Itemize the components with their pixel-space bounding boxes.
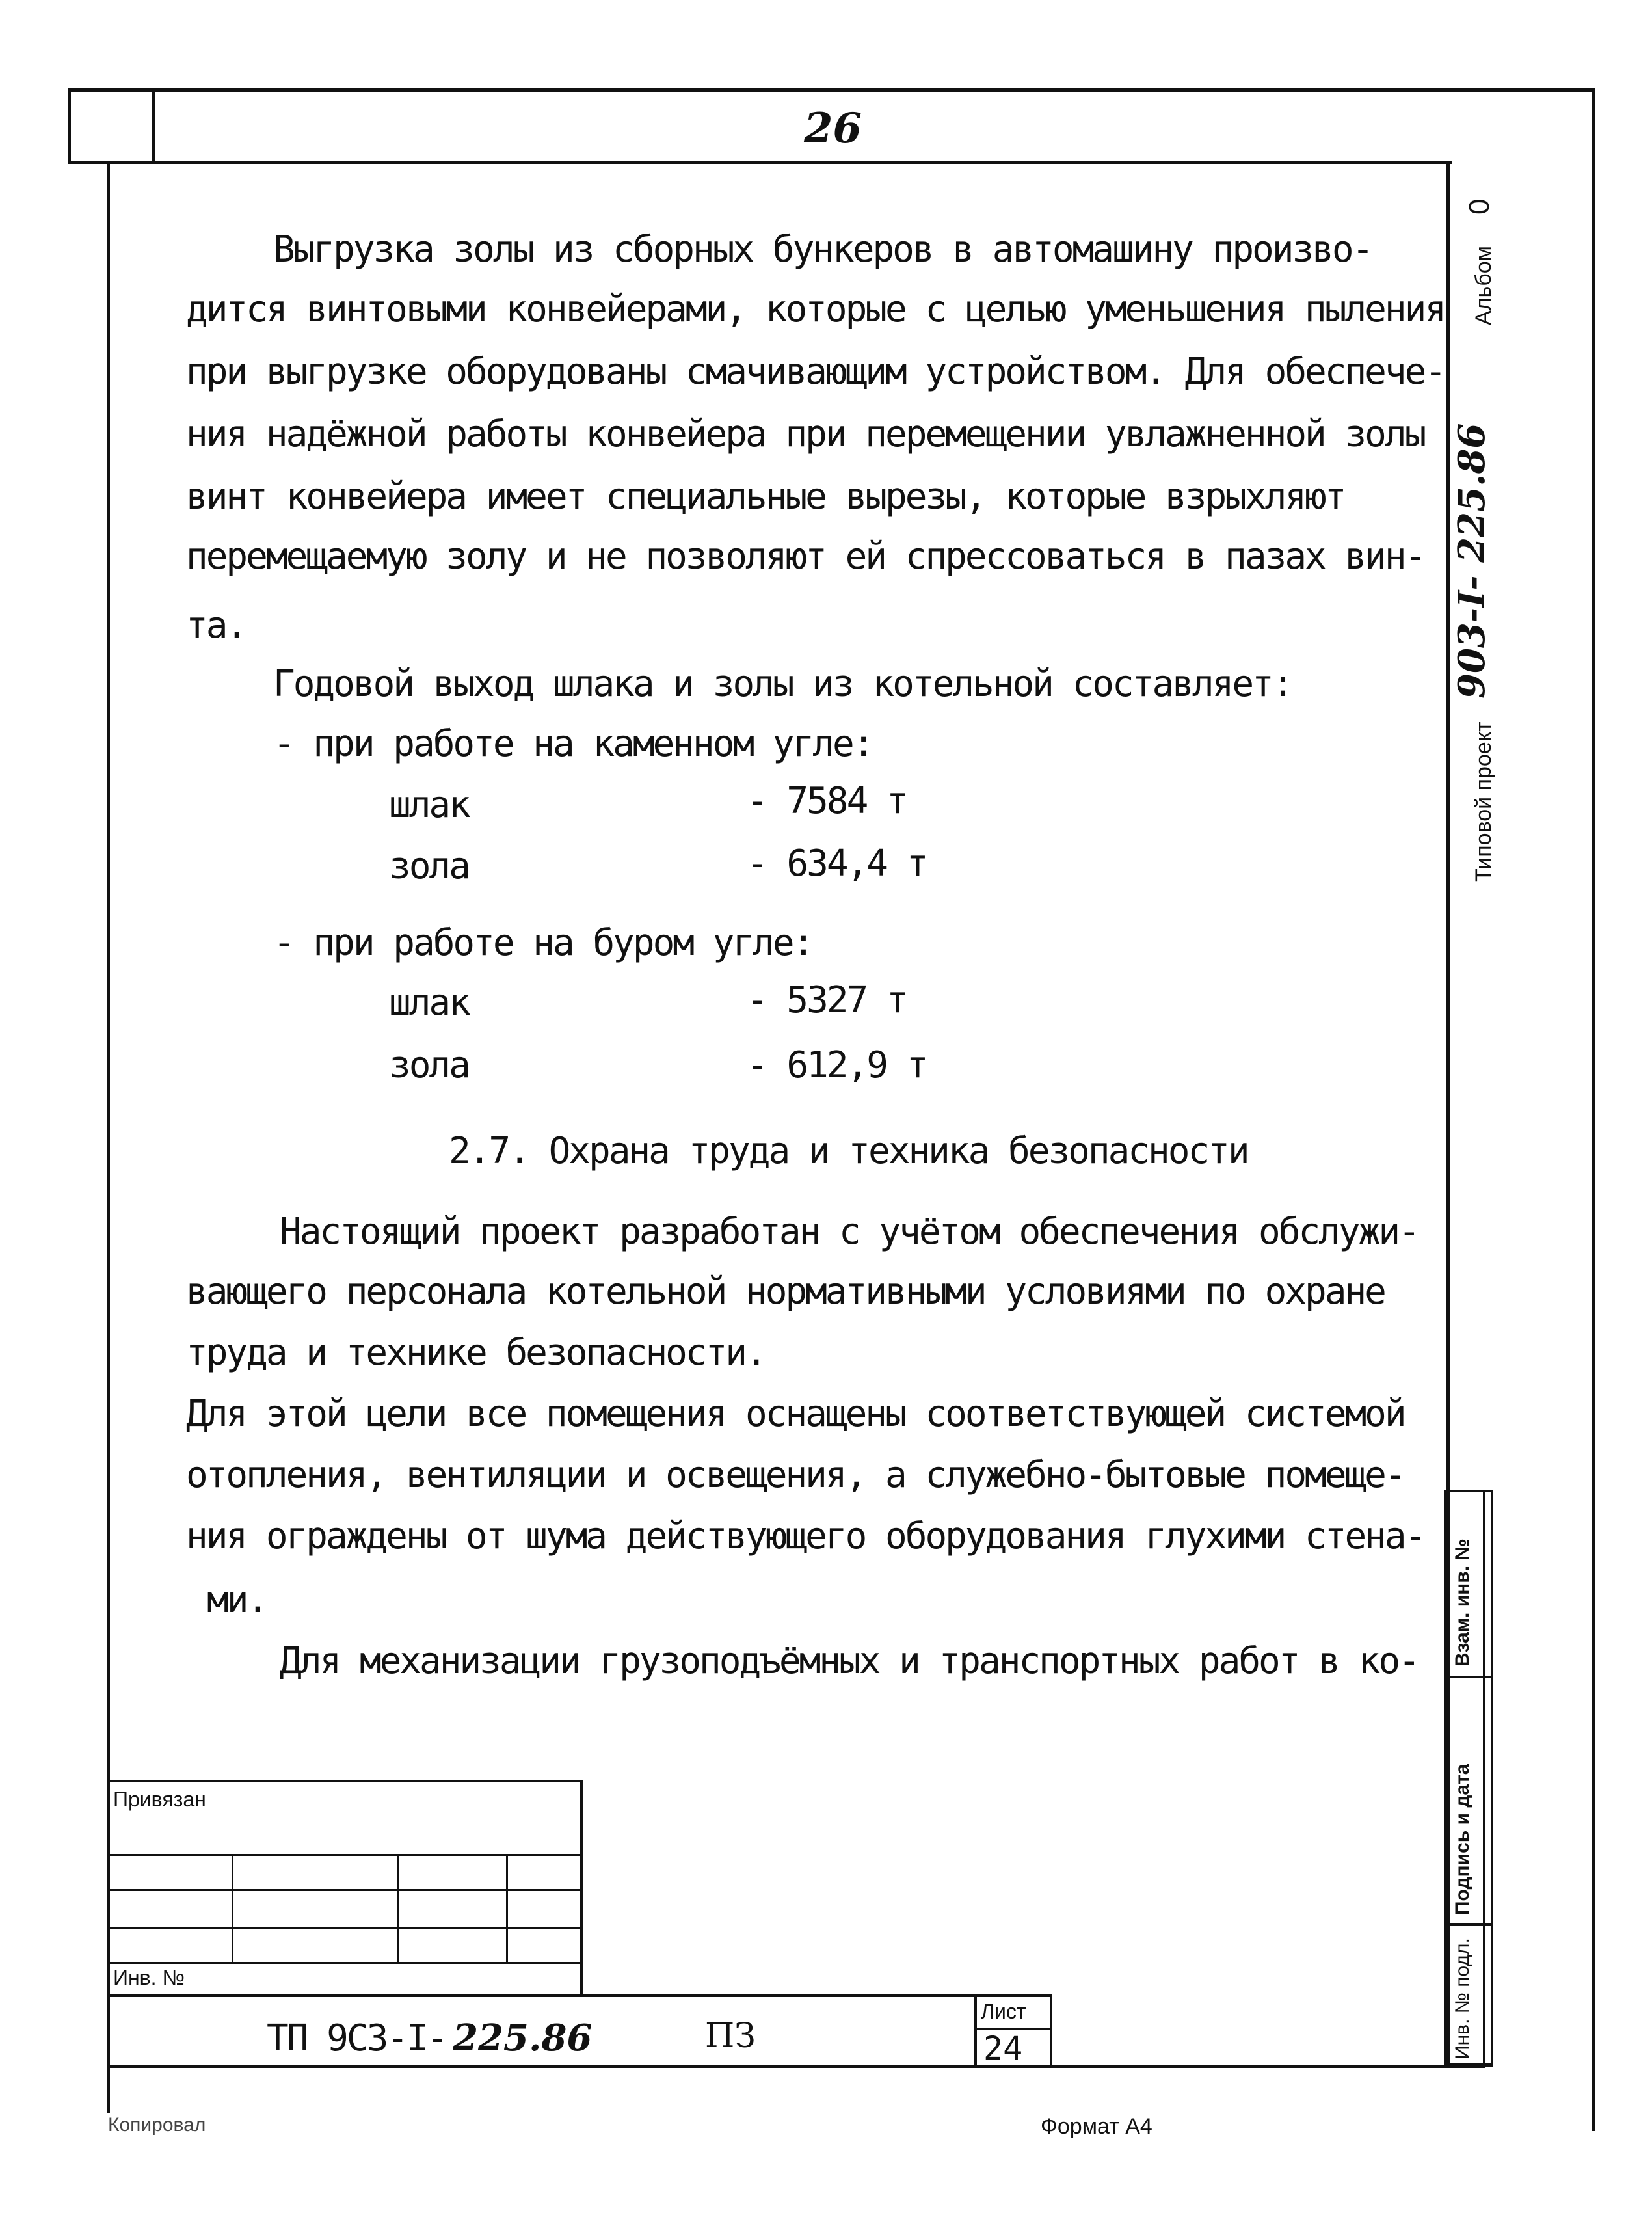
- body-line: отопления, вентиляции и освещения, а служебно-бытовые помеще-: [186, 1454, 1405, 1496]
- sheet-number: 24: [983, 2030, 1023, 2067]
- section-code: ПЗ: [705, 2017, 756, 2056]
- hard-coal-slag-value: - 7584 т: [747, 780, 907, 822]
- body-line: вающего персонала котельной нормативными условиями по охране: [186, 1270, 1385, 1313]
- body-line: при выгрузке оборудованы смачивающим устройством. Для обеспече-: [186, 351, 1445, 393]
- doc-prefix: ТП 9С3-I-: [267, 2017, 447, 2060]
- body-line: винт конвейера имеет специальные вырезы, которые взрыхляют: [186, 476, 1345, 518]
- brown-coal-slag-name: шлак: [389, 982, 469, 1024]
- stamp-col1: [232, 1854, 233, 1963]
- margin-grid-top: [1444, 1490, 1493, 1492]
- project-code: 903-I- 225.86: [1450, 423, 1493, 699]
- project-label: Типовой проект: [1471, 721, 1496, 882]
- body-line: труда и технике безопасности.: [186, 1332, 766, 1374]
- inv-podl-label: Инв. № подл.: [1452, 1938, 1473, 2060]
- body-line: ния ограждены от шума действующего оборудования глухими стена-: [186, 1515, 1425, 1557]
- stamp-col3: [506, 1854, 508, 1963]
- frame-top-line: [68, 88, 1595, 92]
- output-heading: Годовой выход шлака и золы из котельной составляет:: [273, 663, 1292, 705]
- frame-left-line: [107, 161, 110, 2113]
- brown-coal-heading: - при работе на буром угле:: [273, 922, 813, 964]
- page-number: 26: [804, 104, 862, 153]
- hard-coal-ash-value: - 634,4 т: [747, 842, 927, 885]
- format-label: Формат А4: [1041, 2114, 1152, 2139]
- frame-inner-top-line: [68, 161, 1452, 164]
- album-label: Альбом: [1471, 246, 1496, 325]
- margin-grid-row2: [1444, 1923, 1493, 1926]
- sheet-box-right: [1050, 1994, 1052, 2067]
- body-line: Для этой цели все помещения оснащены соответствующей системой: [186, 1393, 1405, 1435]
- stamp-row1: [107, 1854, 583, 1856]
- inv-no-label: Инв. №: [113, 1966, 185, 1989]
- sheet-label: Лист: [981, 2000, 1026, 2023]
- margin-grid-mid: [1483, 1490, 1485, 2067]
- stamp-row5: [107, 1994, 1052, 1997]
- body-line: перемещаемую золу и не позволяют ей спрессоваться в пазах вин-: [186, 535, 1425, 578]
- stamp-row2: [107, 1889, 583, 1891]
- copied-label: Копировал: [108, 2114, 206, 2136]
- brown-coal-ash-name: зола: [389, 1044, 469, 1086]
- doc-number: 225.86: [453, 2017, 593, 2060]
- hard-coal-ash-name: зола: [389, 845, 469, 887]
- frame-left-outer: [68, 88, 71, 164]
- stamp-col2: [397, 1854, 399, 1963]
- body-line: Выгрузка золы из сборных бункеров в автомашину произво-: [273, 228, 1372, 271]
- sheet-box-left: [974, 1994, 977, 2067]
- doc-designation: [267, 2017, 592, 2060]
- stamp-top: [107, 1780, 583, 1782]
- margin-grid-right: [1491, 1490, 1493, 2067]
- body-line: Настоящий проект разработан с учётом обеспечения обслужи-: [280, 1211, 1419, 1253]
- frame-right-outer-line: [1592, 88, 1595, 2131]
- stamp-row3: [107, 1927, 583, 1929]
- margin-grid-row1: [1444, 1676, 1493, 1678]
- section-heading: 2.7. Охрана труда и техника безопасности: [449, 1130, 1248, 1172]
- body-line: та.: [186, 604, 246, 647]
- brown-coal-slag-value: - 5327 т: [747, 979, 907, 1021]
- hard-coal-heading: - при работе на каменном угле:: [273, 723, 873, 765]
- frame-top-divider: [152, 88, 155, 164]
- stamp-row4: [107, 1962, 583, 1964]
- album-number: 0: [1463, 198, 1495, 215]
- podpis-data-label: Подпись и дата: [1452, 1764, 1473, 1915]
- margin-grid-bottom: [1444, 2063, 1493, 2067]
- body-line: дится винтовыми конвейерами, которые с целью уменьшения пыления: [186, 288, 1445, 330]
- privyazan-label: Привязан: [113, 1788, 206, 1811]
- vzam-inv-label: Взам. инв. №: [1452, 1538, 1473, 1667]
- body-line: ния надёжной работы конвейера при перемещении увлажненной золы: [186, 413, 1425, 455]
- frame-bottom-line: [107, 2065, 1485, 2068]
- body-line: ми.: [207, 1579, 267, 1621]
- margin-grid-left: [1444, 1490, 1447, 2067]
- hard-coal-slag-name: шлак: [389, 784, 469, 826]
- brown-coal-ash-value: - 612,9 т: [747, 1044, 927, 1086]
- body-line: Для механизации грузоподъёмных и транспортных работ в ко-: [280, 1640, 1419, 1682]
